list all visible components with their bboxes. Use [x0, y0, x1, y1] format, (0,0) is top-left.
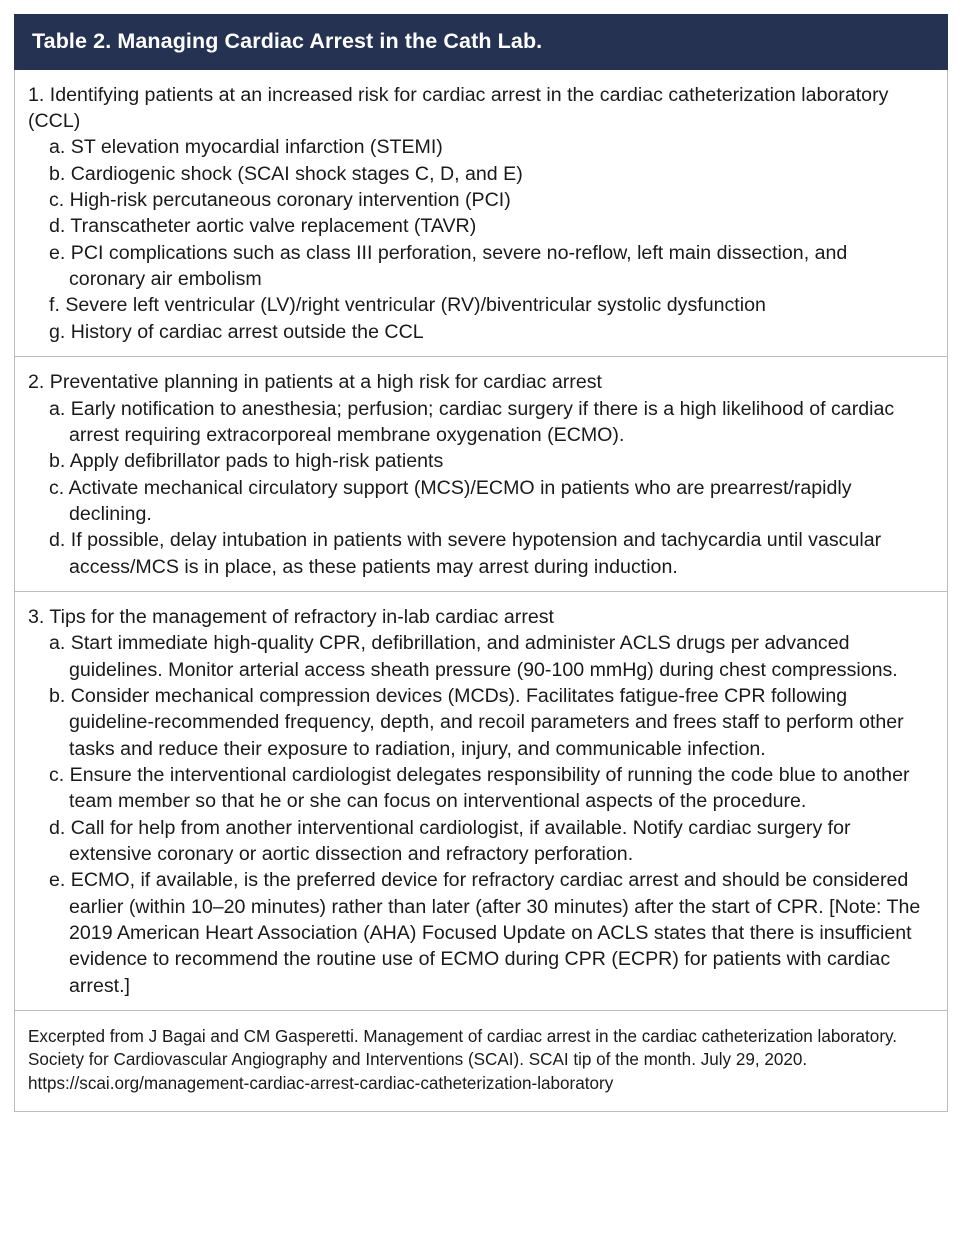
list-item: f. Severe left ventricular (LV)/right ventricular (RV)/biventricular systolic dysfunction	[49, 294, 766, 317]
section-item-list	[28, 134, 933, 345]
list-item: g. History of cardiac arrest outside the CCL	[49, 320, 424, 343]
section-heading: 1. Identifying patients at an increased risk for cardiac arrest in the cardiac catheterization laboratory (CCL)	[28, 83, 889, 133]
list-item: b. Apply defibrillator pads to high-risk patients	[49, 450, 444, 473]
list-item: c. Activate mechanical circulatory support (MCS)/ECMO in patients who are prearrest/rapidly declining.	[49, 476, 852, 525]
table-section-3	[15, 591, 947, 1010]
list-item: a. ST elevation myocardial infarction (STEMI)	[49, 136, 443, 159]
table-body	[14, 70, 948, 1113]
list-item: a. Early notification to anesthesia; perfusion; cardiac surgery if there is a high likelihood of cardiac arrest requiring extracorporeal membrane oxygenation (ECMO).	[49, 397, 895, 446]
list-item: d. Call for help from another interventional cardiologist, if available. Notify cardiac surgery for extensive coronary or aortic dissection and refractory perforation.	[49, 816, 851, 865]
list-item: d. If possible, delay intubation in patients with severe hypotension and tachycardia until vascular access/MCS is in place, as these patients may arrest during induction.	[49, 529, 882, 578]
list-item: b. Consider mechanical compression devices (MCDs). Facilitates fatigue-free CPR following guideline-recommended frequency, depth, and recoil parameters and frees staff to perform other tasks and reduce their exposure to radiation, injury, and communicable infection.	[49, 684, 904, 760]
section-item-list	[28, 396, 933, 580]
table-section-1	[15, 70, 947, 356]
list-item: c. High-risk percutaneous coronary intervention (PCI)	[49, 189, 511, 212]
section-item-list	[28, 630, 933, 999]
table-card	[14, 0, 948, 1112]
table-title-header	[14, 14, 948, 70]
page-title: Table 2. Managing Cardiac Arrest in the Cath Lab.	[32, 29, 543, 53]
section-heading: 3. Tips for the management of refractory in-lab cardiac arrest	[28, 605, 554, 628]
table-footnote: Excerpted from J Bagai and CM Gasperetti. Management of cardiac arrest in the cardiac catheterization laboratory. Society for Cardiovascular Angiography and Interventions (SCAI). SCAI tip of the month. July 29, 2020. https://scai.org/management-cardiac-arrest-cardiac-catheterization-laboratory	[15, 1010, 947, 1111]
list-item: a. Start immediate high-quality CPR, defibrillation, and administer ACLS drugs per advanced guidelines. Monitor arterial access sheath pressure (90-100 mmHg) during chest compressions.	[49, 632, 898, 681]
list-item: e. PCI complications such as class III perforation, severe no-reflow, left main dissection, and coronary air embolism	[49, 241, 848, 291]
list-item: e. ECMO, if available, is the preferred device for refractory cardiac arrest and should be considered earlier (within 10–20 minutes) rather than later (after 30 minutes) after the start of CPR. [Note: The 2019 American Heart Association (AHA) Focused Update on ACLS states that there is insufficient evidence to recommend the routine use of ECMO during CPR (ECPR) for patients with cardiac arrest.]	[49, 869, 921, 997]
section-heading: 2. Preventative planning in patients at a high risk for cardiac arrest	[28, 371, 602, 394]
table-section-2	[15, 356, 947, 591]
list-item: d. Transcatheter aortic valve replacement (TAVR)	[49, 215, 477, 238]
list-item: b. Cardiogenic shock (SCAI shock stages C, D, and E)	[49, 162, 523, 185]
list-item: c. Ensure the interventional cardiologist delegates responsibility of running the code blue to another team member so that he or she can focus on interventional aspects of the procedure.	[49, 763, 910, 813]
